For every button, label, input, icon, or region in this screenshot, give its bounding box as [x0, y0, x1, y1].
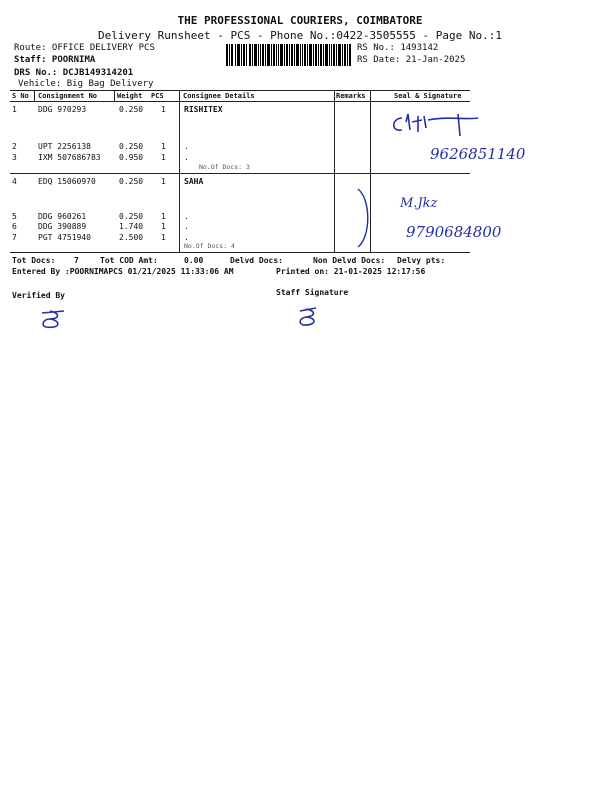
row-7-weight: 2.500 [119, 233, 144, 242]
row-5-consignee: . [184, 212, 189, 221]
row-5-pcs: 1 [161, 212, 166, 221]
staff-signature-label: Staff Signature [276, 288, 349, 297]
row-6-consignment: DDG 390889 [38, 222, 87, 231]
tot-docs-value: 7 [74, 256, 79, 265]
group-2-doc-count: No.Of Docs: 4 [184, 242, 235, 250]
table-top-rule [10, 90, 470, 91]
cod-value: 0.00 [184, 256, 204, 265]
row-5-consignment: DDG 960261 [38, 212, 87, 221]
row-2-consignee: . [184, 142, 189, 151]
non-delvd-docs-label: Non Delvd Docs: [313, 256, 386, 265]
col-divider [334, 90, 335, 252]
col-header-consignee: Consignee Details [183, 92, 255, 100]
barcode-image [226, 44, 351, 66]
row-2-sno: 2 [12, 142, 17, 151]
rs-number: RS No.: 1493142 [357, 43, 439, 53]
company-title: THE PROFESSIONAL COURIERS, COIMBATORE [177, 14, 423, 27]
group-1-doc-count: No.Of Docs: 3 [199, 163, 250, 171]
row-3-pcs: 1 [161, 153, 166, 162]
row-6-consignee: . [184, 222, 189, 231]
delvd-docs-label: Delvd Docs: [230, 256, 283, 265]
col-header-remarks: Remarks [336, 92, 366, 100]
row-6-sno: 6 [12, 222, 17, 231]
delvy-pts-label: Delvy pts: [397, 256, 446, 265]
col-divider [179, 90, 180, 252]
row-4-sno: 4 [12, 177, 17, 186]
col-header-consignment: Consignment No [38, 92, 98, 100]
row-1-consignment: DDG 970293 [38, 105, 87, 114]
staff-text: Staff: POORNIMA [14, 55, 96, 65]
row-7-consignee: . [184, 233, 189, 242]
runsheet-subtitle: Delivery Runsheet - PCS - Phone No.:0422-3505555 - Page No.:1 [98, 29, 502, 42]
cod-label: Tot COD Amt: [100, 256, 158, 265]
vehicle-text: Vehicle: Big Bag Delivery [18, 79, 154, 89]
col-divider [114, 90, 115, 101]
row-3-consignee: . [184, 153, 189, 162]
row-5-sno: 5 [12, 212, 17, 221]
group-divider-rule [10, 173, 470, 174]
drs-number: DRS No.: DCJB149314201 [14, 68, 134, 78]
row-7-consignment: PGT 4751940 [38, 233, 91, 242]
row-3-weight: 0.950 [119, 153, 144, 162]
route-text: Route: OFFICE DELIVERY PCS [14, 43, 155, 53]
row-4-weight: 0.250 [119, 177, 144, 186]
row-1-weight: 0.250 [119, 105, 144, 114]
table-header-rule [10, 101, 470, 102]
verified-by-label: Verified By [12, 291, 65, 300]
row-1-consignee: RISHITEX [184, 105, 223, 114]
col-header-weight: Weight [117, 92, 143, 100]
col-divider [34, 90, 35, 101]
row-2-weight: 0.250 [119, 142, 144, 151]
col-header-seal: Seal & Signature [394, 92, 462, 100]
row-4-consignment: EDQ 15060970 [38, 177, 96, 186]
handwritten-phone-2: 9790684800 [406, 223, 502, 241]
row-6-pcs: 1 [161, 222, 166, 231]
rs-date: RS Date: 21-Jan-2025 [357, 55, 466, 65]
entered-by: Entered By :POORNIMAPCS 01/21/2025 11:33:06 AM [12, 267, 234, 276]
row-7-sno: 7 [12, 233, 17, 242]
row-6-weight: 1.740 [119, 222, 144, 231]
handwritten-phone-1: 9626851140 [430, 145, 526, 163]
table-bottom-rule [10, 252, 470, 253]
col-header-pcs: PCS [151, 92, 164, 100]
row-2-consignment: UPT 2256138 [38, 142, 91, 151]
col-header-sno: S No [12, 92, 29, 100]
verifier-initial-mark [38, 307, 68, 331]
tot-docs-label: Tot Docs: [12, 256, 56, 265]
row-3-sno: 3 [12, 153, 17, 162]
printed-on: Printed on: 21-01-2025 12:17:56 [276, 267, 426, 276]
row-1-pcs: 1 [161, 105, 166, 114]
row-1-sno: 1 [12, 105, 17, 114]
row-7-pcs: 1 [161, 233, 166, 242]
row-3-consignment: IXM 507686783 [38, 153, 101, 162]
row-4-consignee: SAHA [184, 177, 204, 186]
bracket-mark [355, 187, 373, 249]
staff-initial-mark [296, 305, 322, 329]
handwritten-name-2: M.Jkz [400, 196, 438, 211]
row-2-pcs: 1 [161, 142, 166, 151]
row-4-pcs: 1 [161, 177, 166, 186]
signature-scribble-1 [388, 110, 488, 140]
row-5-weight: 0.250 [119, 212, 144, 221]
